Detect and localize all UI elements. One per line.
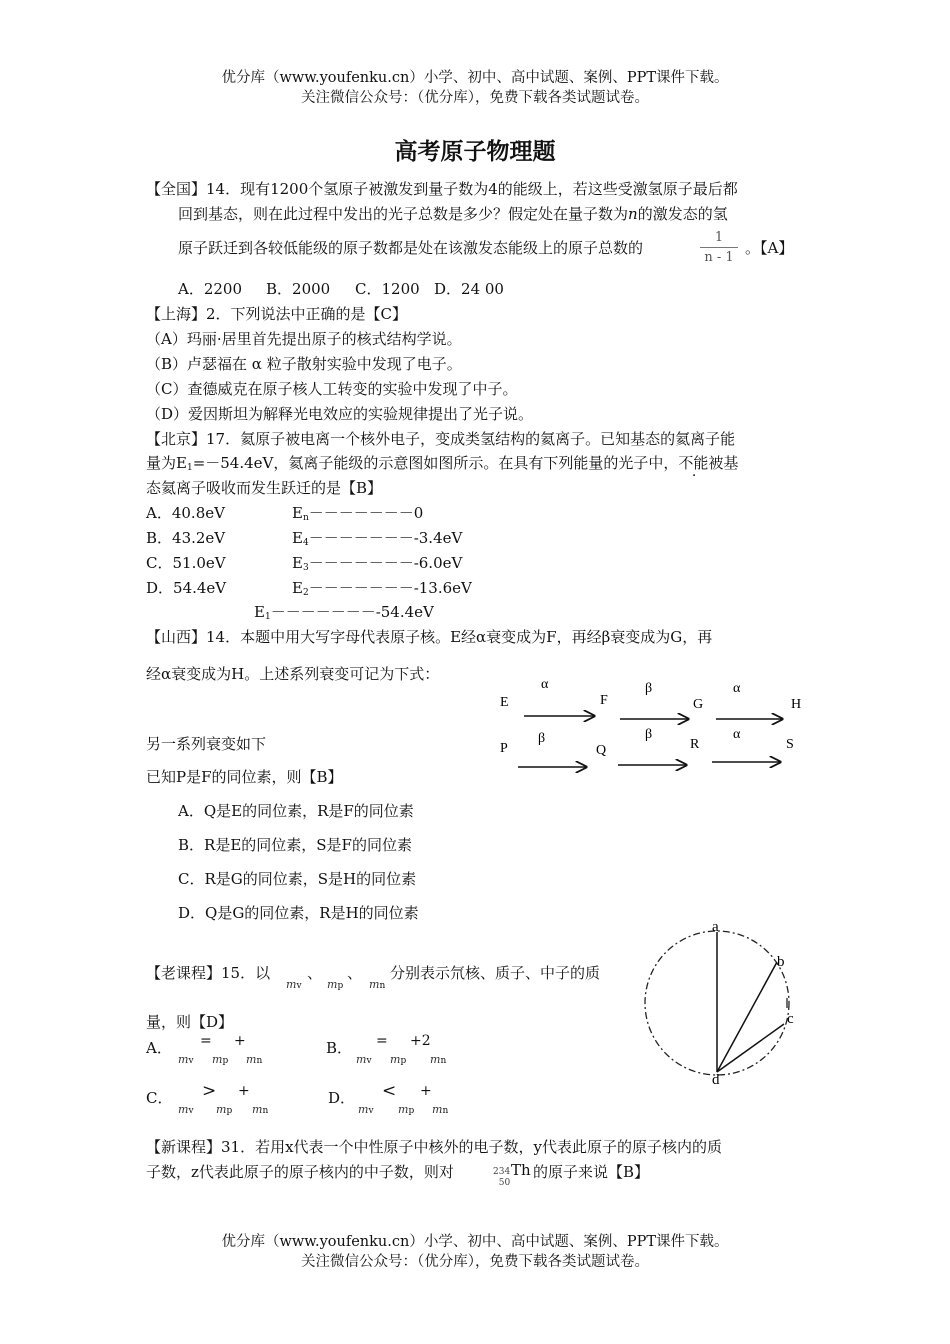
q5-option-a-mn: mn <box>246 1053 263 1066</box>
q4-option-a: A．Q是E的同位素，R是F的同位素 <box>178 802 414 820</box>
q4-option-d: D．Q是G的同位素，R是H的同位素 <box>178 904 419 922</box>
point-c-label: c <box>787 1011 794 1027</box>
q1-line3: 原子跃迁到各较低能级的原子数都是处在该激发态能级上的原子总数的 <box>178 239 644 257</box>
q5-option-b-mv: mv <box>356 1053 372 1066</box>
q4-line2: 经α衰变成为H。上述系列衰变可记为下式： <box>146 665 440 683</box>
q6-line2: 子数，z代表此原子的原子核内的中子数，则对 <box>146 1163 454 1181</box>
q3-option-b: B．43.2eV <box>146 529 226 547</box>
chain1-decay-1: α <box>541 677 549 692</box>
q6-line2-end: 的原子来说【B】 <box>533 1163 650 1181</box>
q1-option-c: C．1200 <box>355 280 420 298</box>
q5-option-d-label: D． <box>328 1089 356 1107</box>
q4-line1: 【山西】14．本题中用大写字母代表原子核。E经α衰变成为F，再经β衰变成为G，再 <box>146 628 713 646</box>
q4-option-b: B．R是E的同位素，S是F的同位素 <box>178 836 412 854</box>
chain2-decay-2: β <box>645 727 653 742</box>
page-title: 高考原子物理题 <box>394 138 556 165</box>
q4-line3: 另一系列衰变如下 <box>146 735 267 753</box>
chain1-decay-3: α <box>733 681 741 696</box>
circle-diagram <box>636 916 816 1096</box>
chain1-decay-2: β <box>645 681 653 696</box>
q6-line1: 【新课程】31．若用x代表一个中性原子中核外的电子数，y代表此原子的原子核内的质 <box>146 1138 723 1156</box>
chain2-node-q: Q <box>596 743 607 758</box>
header-line1: 优分库（www.youfenku.cn）小学、初中、高中试题、案例、PPT课件下载。 <box>221 70 729 86</box>
q1-option-a: A．2200 <box>178 280 243 298</box>
q3-option-a: A．40.8eV <box>146 504 225 522</box>
q2-stem: 【上海】2．下列说法中正确的是【C】 <box>146 305 408 323</box>
chain2-node-r: R <box>690 737 700 752</box>
q3-line3: 态氦离子吸收而发生跃迁的是【B】 <box>146 479 383 497</box>
q5-option-b-mn: mn <box>430 1053 447 1066</box>
q5-option-c-mp: mp <box>216 1103 233 1116</box>
energy-level-2: $E_2--------13.6eV$ <box>292 579 472 598</box>
q2-option-a: （A）玛丽·居里首先提出原子的核式结构学说。 <box>146 330 462 348</box>
energy-level-3: $E_3--------6.0eV$ <box>292 554 463 573</box>
energy-level-1: $E_1--------54.4eV$ <box>254 603 434 622</box>
q5-option-c-plus: + <box>238 1083 250 1099</box>
q5-option-d-mv: mv <box>358 1103 374 1116</box>
mass-neutron: mn <box>369 978 386 991</box>
q2-option-d: （D）爱因斯坦为解释光电效应的实验规律提出了光子说。 <box>146 405 534 423</box>
chain2-node-p: P <box>500 741 508 756</box>
chain2-node-s: S <box>786 737 794 752</box>
q5-option-a-mp: mp <box>212 1053 229 1066</box>
footer-line2: 关注微信公众号：（优分库），免费下载各类试题试卷。 <box>301 1254 649 1270</box>
energy-level-4: $E_4--------3.4eV$ <box>292 529 463 548</box>
thorium-nuclide-numbers: 234 50 <box>493 1167 511 1188</box>
q1-option-d: D．24 00 <box>434 280 504 298</box>
q3-option-c: C．51.0eV <box>146 554 226 572</box>
q3-option-d: D．54.4eV <box>146 579 227 597</box>
energy-level-n: $E_n-------0$ <box>292 504 424 523</box>
q5-option-c-mn: mn <box>252 1103 269 1116</box>
q1-line1: 【全国】14．现有1200个氢原子被激发到量子数为4的能级上，若这些受激氢原子最后都 <box>146 180 738 198</box>
point-b-label: b <box>777 954 785 970</box>
q5-option-d-mp: mp <box>398 1103 415 1116</box>
q5-option-a-mv: mv <box>178 1053 194 1066</box>
q5-option-d-mn: mn <box>432 1103 449 1116</box>
q5-option-a-op: = <box>200 1033 212 1049</box>
point-a-label: a <box>712 919 719 935</box>
q5-stem-a: 【老课程】15．以 <box>146 964 271 982</box>
chain1-node-g: G <box>693 697 704 712</box>
q2-option-b: （B）卢瑟福在 α 粒子散射实验中发现了电子。 <box>146 355 462 373</box>
q5-option-a-plus: + <box>234 1033 246 1049</box>
q5-option-a-label: A． <box>146 1039 172 1057</box>
q3-line2: 量为$E_1=-54.4eV$，氦离子能级的示意图如图所示。在具有下列能量的光子中，不能被基 <box>146 454 739 473</box>
q5-sep-2: 、 <box>347 964 363 982</box>
header-line2: 关注微信公众号：（优分库），免费下载各类试题试卷。 <box>301 90 649 106</box>
mass-deuteron: mv <box>286 978 302 991</box>
q1-line2: 回到基态，则在此过程中发出的光子总数是多少？假定处在量子数为n的激发态的氢 <box>178 205 728 223</box>
q1-option-b: B．2000 <box>266 280 331 298</box>
chord-bd <box>717 962 777 1072</box>
q5-stem-b: 分别表示氘核、质子、中子的质 <box>390 964 601 982</box>
q5-option-b-mp: mp <box>390 1053 407 1066</box>
q5-option-d-op: < <box>382 1081 397 1101</box>
chain1-node-e: E <box>500 695 509 710</box>
decay-chain-diagram <box>490 672 820 782</box>
thorium-symbol: Th <box>511 1161 531 1179</box>
q5-option-b-label: B． <box>326 1039 353 1057</box>
q4-option-c: C．R是G的同位素，S是H的同位素 <box>178 870 417 888</box>
q2-option-c: （C）查德威克在原子核人工转变的实验中发现了中子。 <box>146 380 518 398</box>
point-d-label: d <box>712 1072 720 1088</box>
q1-answer: 。【A】 <box>745 239 794 257</box>
chain2-decay-3: α <box>733 727 741 742</box>
q3-line1: 【北京】17．氦原子被电离一个核外电子，变成类氢结构的氦离子。已知基态的氦离子能 <box>146 430 736 448</box>
q5-option-b-op: = <box>376 1033 388 1049</box>
q5-option-c-mv: mv <box>178 1103 194 1116</box>
q5-stem-c: 量，则【D】 <box>146 1013 234 1031</box>
chain1-node-h: H <box>791 697 802 712</box>
q5-option-c-label: C． <box>146 1089 173 1107</box>
footer-line1: 优分库（www.youfenku.cn）小学、初中、高中试题、案例、PPT课件下载。 <box>221 1234 729 1250</box>
q5-option-d-plus: + <box>420 1083 432 1099</box>
q1-fraction: 1 n - 1 <box>700 229 738 268</box>
q5-sep-1: 、 <box>307 964 323 982</box>
chain2-decay-1: β <box>538 731 546 746</box>
q5-option-b-plus: +2 <box>410 1033 431 1049</box>
chain1-node-f: F <box>600 693 608 708</box>
mass-proton: mp <box>327 978 344 991</box>
q4-line4: 已知P是F的同位素，则【B】 <box>146 768 343 786</box>
q5-option-c-op: > <box>202 1081 217 1101</box>
